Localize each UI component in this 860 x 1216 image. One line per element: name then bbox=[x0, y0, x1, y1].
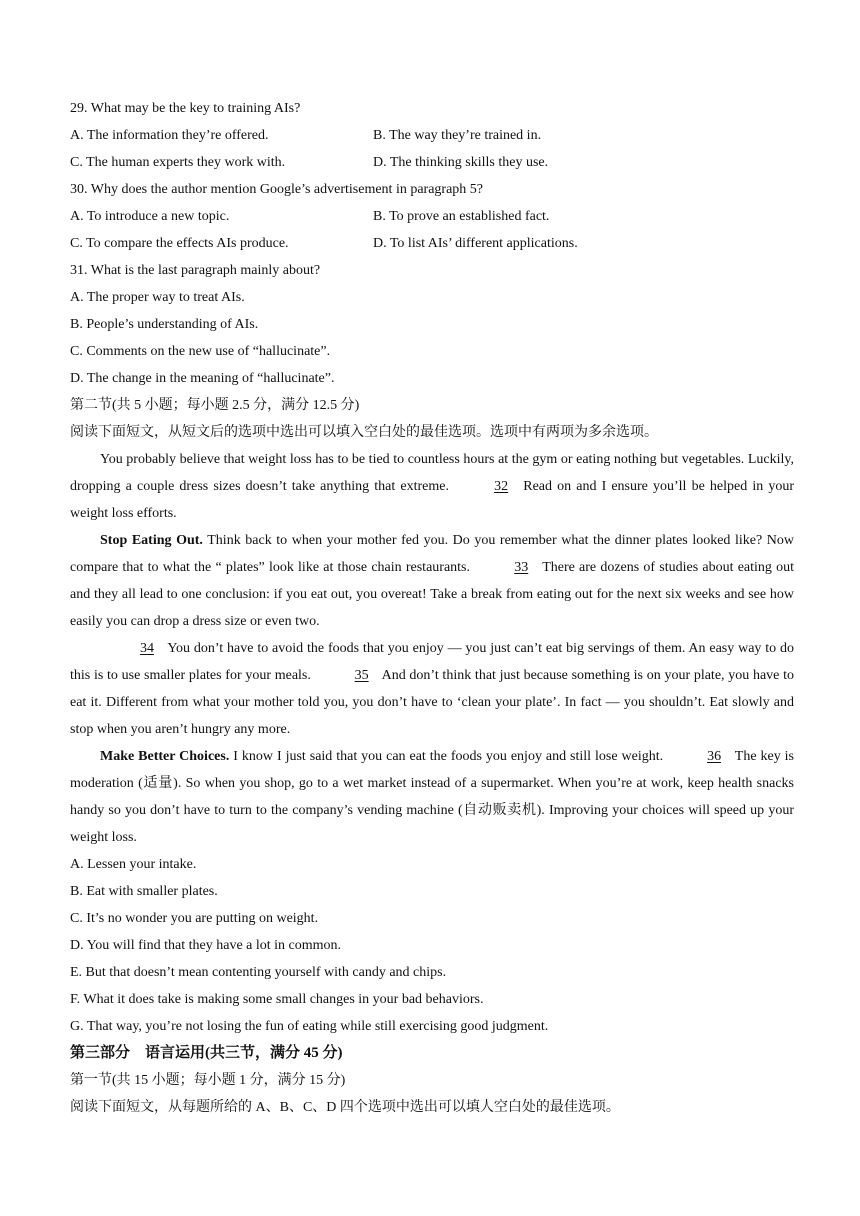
passage-paragraph-2 bbox=[70, 527, 794, 635]
option-30-b: B. To prove an established fact. bbox=[373, 209, 550, 224]
blank-34: 34 bbox=[140, 641, 154, 656]
passage-paragraph-4 bbox=[70, 743, 794, 851]
paragraph-2-heading: Stop Eating Out. bbox=[100, 533, 203, 548]
question-29-stem: 29. What may be the key to training AIs? bbox=[70, 101, 301, 116]
paragraph-1-tail: Read on and I ensure you’ll be helped in your weight loss efforts. bbox=[70, 479, 795, 521]
section-2-header: 第二节(共 5 小题；每小题 2.5 分，满分 12.5 分) bbox=[70, 398, 360, 413]
part-3-heading: 第三部分 语言运用(共三节，满分 45 分) bbox=[70, 1045, 343, 1061]
part-3-section-1-header: 第一节(共 15 小题；每小题 1 分，满分 15 分) bbox=[70, 1073, 346, 1088]
question-30-options-row1 bbox=[70, 203, 794, 230]
option-30-d: D. To list AIs’ different applications. bbox=[373, 236, 578, 251]
question-29-options-row1 bbox=[70, 122, 794, 149]
paragraph-4-heading: Make Better Choices. bbox=[100, 749, 230, 764]
passage-paragraph-1 bbox=[70, 446, 794, 527]
option-30-a: A. To introduce a new topic. bbox=[70, 209, 230, 224]
option-31-c: C. Comments on the new use of “hallucinate”. bbox=[70, 344, 331, 359]
paragraph-2-text: Think back to when your mother fed you. Do you remember what the dinner plates looked like? Now compare that to what the “ plates” look like at those chain restaurants. bbox=[70, 533, 795, 575]
blank-36: 36 bbox=[707, 749, 722, 764]
option-29-c: C. The human experts they work with. bbox=[70, 155, 286, 170]
paragraph-4-text: I know I just said that you can eat the foods you enjoy and still lose weight. bbox=[233, 749, 664, 764]
choice-option-c: C. It’s no wonder you are putting on weight. bbox=[70, 911, 319, 926]
blank-32: 32 bbox=[494, 479, 509, 494]
paragraph-3-text: You don’t have to avoid the foods that you enjoy — you just can’t eat big servings of them. An easy way to do this is to use smaller plates for your meals. bbox=[70, 641, 795, 683]
choice-option-f: F. What it does take is making some small changes in your bad behaviors. bbox=[70, 992, 484, 1007]
option-29-a: A. The information they’re offered. bbox=[70, 128, 269, 143]
question-30-options-row2 bbox=[70, 230, 794, 257]
option-30-c: C. To compare the effects AIs produce. bbox=[70, 236, 289, 251]
question-30-stem: 30. Why does the author mention Google’s advertisement in paragraph 5? bbox=[70, 182, 484, 197]
blank-35: 35 bbox=[354, 668, 369, 683]
option-29-b: B. The way they’re trained in. bbox=[373, 128, 542, 143]
choice-option-a: A. Lessen your intake. bbox=[70, 857, 197, 872]
question-29-options-row2 bbox=[70, 149, 794, 176]
choice-option-e: E. But that doesn’t mean contenting yourself with candy and chips. bbox=[70, 965, 447, 980]
option-31-b: B. People’s understanding of AIs. bbox=[70, 317, 259, 332]
paragraph-1-text: You probably believe that weight loss has to be tied to countless hours at the gym or eating nothing but vegetables. Luckily, dropping a couple dress sizes doesn’t take anything that extreme. bbox=[70, 452, 794, 494]
paragraph-4-tail: The key is moderation (适量). So when you shop, go to a wet market instead of a supermarket. When you’re at work, keep health snacks handy so you don’t have to turn to the company’s vending machine (自动贩卖机). Improving your choices will speed up your weight loss. bbox=[70, 749, 794, 845]
exam-page bbox=[70, 95, 794, 1121]
paragraph-3-tail: And don’t think that just because something is on your plate, you have to eat it. Different from what your mother told you, you don’t have to ‘clean your plate’. In fact — you shouldn’t. Eat slowly and stop when you aren’t hungry any more. bbox=[70, 668, 795, 737]
passage-paragraph-3 bbox=[70, 635, 794, 743]
choice-option-d: D. You will find that they have a lot in common. bbox=[70, 938, 342, 953]
option-31-d: D. The change in the meaning of “hallucinate”. bbox=[70, 371, 335, 386]
option-31-a: A. The proper way to treat AIs. bbox=[70, 290, 245, 305]
choice-option-g: G. That way, you’re not losing the fun of eating while still exercising good judgment. bbox=[70, 1019, 549, 1034]
blank-33: 33 bbox=[514, 560, 529, 575]
part-3-instruction: 阅读下面短文，从每题所给的 A、B、C、D 四个选项中选出可以填人空白处的最佳选项。 bbox=[70, 1100, 620, 1115]
paragraph-2-tail: There are dozens of studies about eating out and they all lead to one conclusion: if you eat out, you overeat! Take a break from eating out for the next six weeks and see how easily you can drop a dress size or even two. bbox=[70, 560, 795, 629]
question-31-stem: 31. What is the last paragraph mainly about? bbox=[70, 263, 321, 278]
choice-option-b: B. Eat with smaller plates. bbox=[70, 884, 218, 899]
section-2-instruction: 阅读下面短文，从短文后的选项中选出可以填入空白处的最佳选项。选项中有两项为多余选项。 bbox=[70, 425, 658, 440]
option-29-d: D. The thinking skills they use. bbox=[373, 155, 549, 170]
